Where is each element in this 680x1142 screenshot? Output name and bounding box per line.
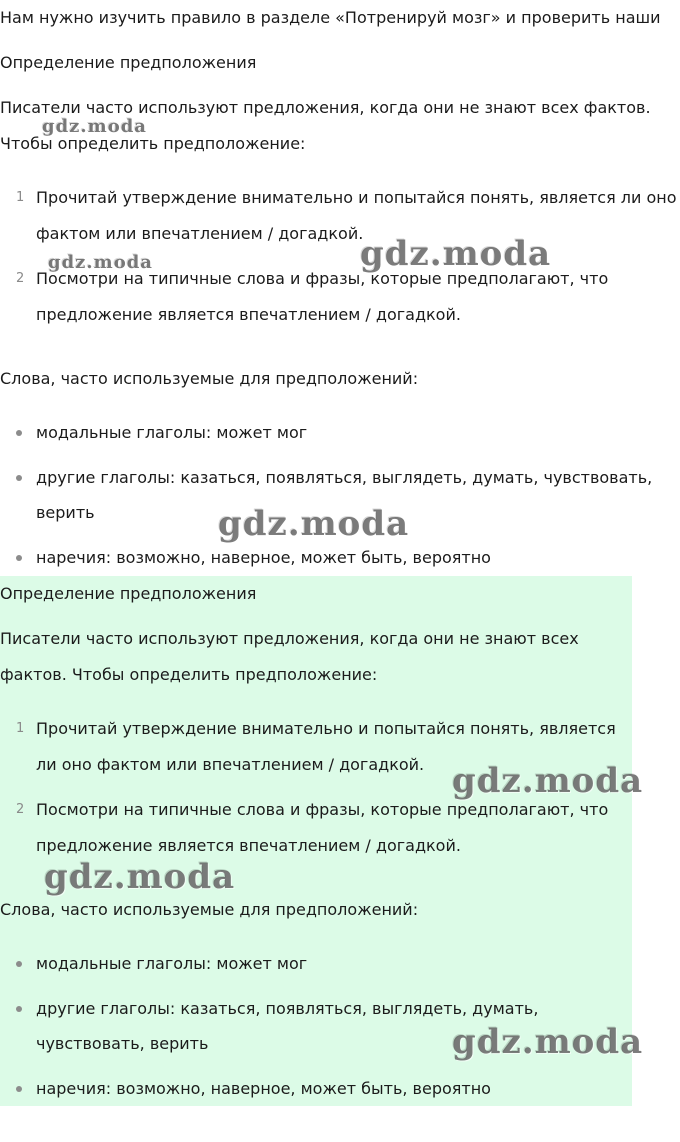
block1-step-1-number: 1 — [16, 190, 25, 205]
block2-lead-line-1: Писатели часто используют предложения, когда они не знают всех — [0, 629, 579, 648]
block2-words-heading: Слова, часто используемые для предположений: — [0, 900, 419, 919]
block2-step-1-number: 1 — [16, 721, 25, 736]
block1-bullet-3 — [16, 555, 22, 561]
block1-word-2-line-2: верить — [36, 503, 95, 522]
block1-lead-line-2: Чтобы определить предположение: — [0, 134, 306, 153]
block2-word-2-line-2: чувствовать, верить — [36, 1034, 209, 1053]
block1-bullet-2 — [16, 475, 22, 481]
watermark: gdz.moda — [42, 116, 147, 137]
block2-heading: Определение предположения — [0, 584, 257, 603]
block1-word-3-line-1: наречия: возможно, наверное, может быть, вероятно — [36, 548, 491, 567]
block1-heading: Определение предположения — [0, 53, 257, 72]
block2-step-1-line-2: ли оно фактом или впечатлением / догадкой. — [36, 755, 425, 774]
intro-text: Нам нужно изучить правило в разделе «Потренируй мозг» и проверить наши — [0, 8, 661, 27]
watermark: gdz.moda — [360, 234, 552, 274]
watermark: gdz.moda — [452, 1022, 644, 1062]
watermark: gdz.moda — [44, 857, 236, 897]
block2-step-1-line-1: Прочитай утверждение внимательно и попытайся понять, является — [36, 719, 616, 738]
watermark: gdz.moda — [218, 504, 410, 544]
block1-step-2-line-2: предложение является впечатлением / догадкой. — [36, 305, 461, 324]
block1-words-heading: Слова, часто используемые для предположений: — [0, 369, 419, 388]
block1-step-2-line-1: Посмотри на типичные слова и фразы, которые предполагают, что — [36, 269, 609, 288]
watermark: gdz.moda — [48, 252, 153, 273]
block1-bullet-1 — [16, 430, 22, 436]
block2-step-2-line-2: предложение является впечатлением / догадкой. — [36, 836, 461, 855]
block2-step-2-number: 2 — [16, 802, 25, 817]
block1-lead-line-1: Писатели часто используют предложения, когда они не знают всех фактов. — [0, 98, 651, 117]
block2-lead-line-2: фактов. Чтобы определить предположение: — [0, 665, 378, 684]
block2-word-2-line-1: другие глаголы: казаться, появляться, выглядеть, думать, — [36, 999, 539, 1018]
block2-word-3-line-1: наречия: возможно, наверное, может быть, вероятно — [36, 1079, 491, 1098]
block1-step-1-line-2: фактом или впечатлением / догадкой. — [36, 224, 364, 243]
block2-word-1-line-1: модальные глаголы: может мог — [36, 954, 308, 973]
block1-word-1-line-1: модальные глаголы: может мог — [36, 423, 308, 442]
block2-step-2-line-1: Посмотри на типичные слова и фразы, которые предполагают, что — [36, 800, 609, 819]
block1-step-1-line-1: Прочитай утверждение внимательно и попытайся понять, является ли оно — [36, 188, 677, 207]
block1-word-2-line-1: другие глаголы: казаться, появляться, выглядеть, думать, чувствовать, — [36, 468, 653, 487]
block1-step-2-number: 2 — [16, 271, 25, 286]
block2-bullet-1 — [16, 961, 22, 967]
watermark: gdz.moda — [452, 761, 644, 801]
block2-bullet-3 — [16, 1086, 22, 1092]
block2-bullet-2 — [16, 1006, 22, 1012]
